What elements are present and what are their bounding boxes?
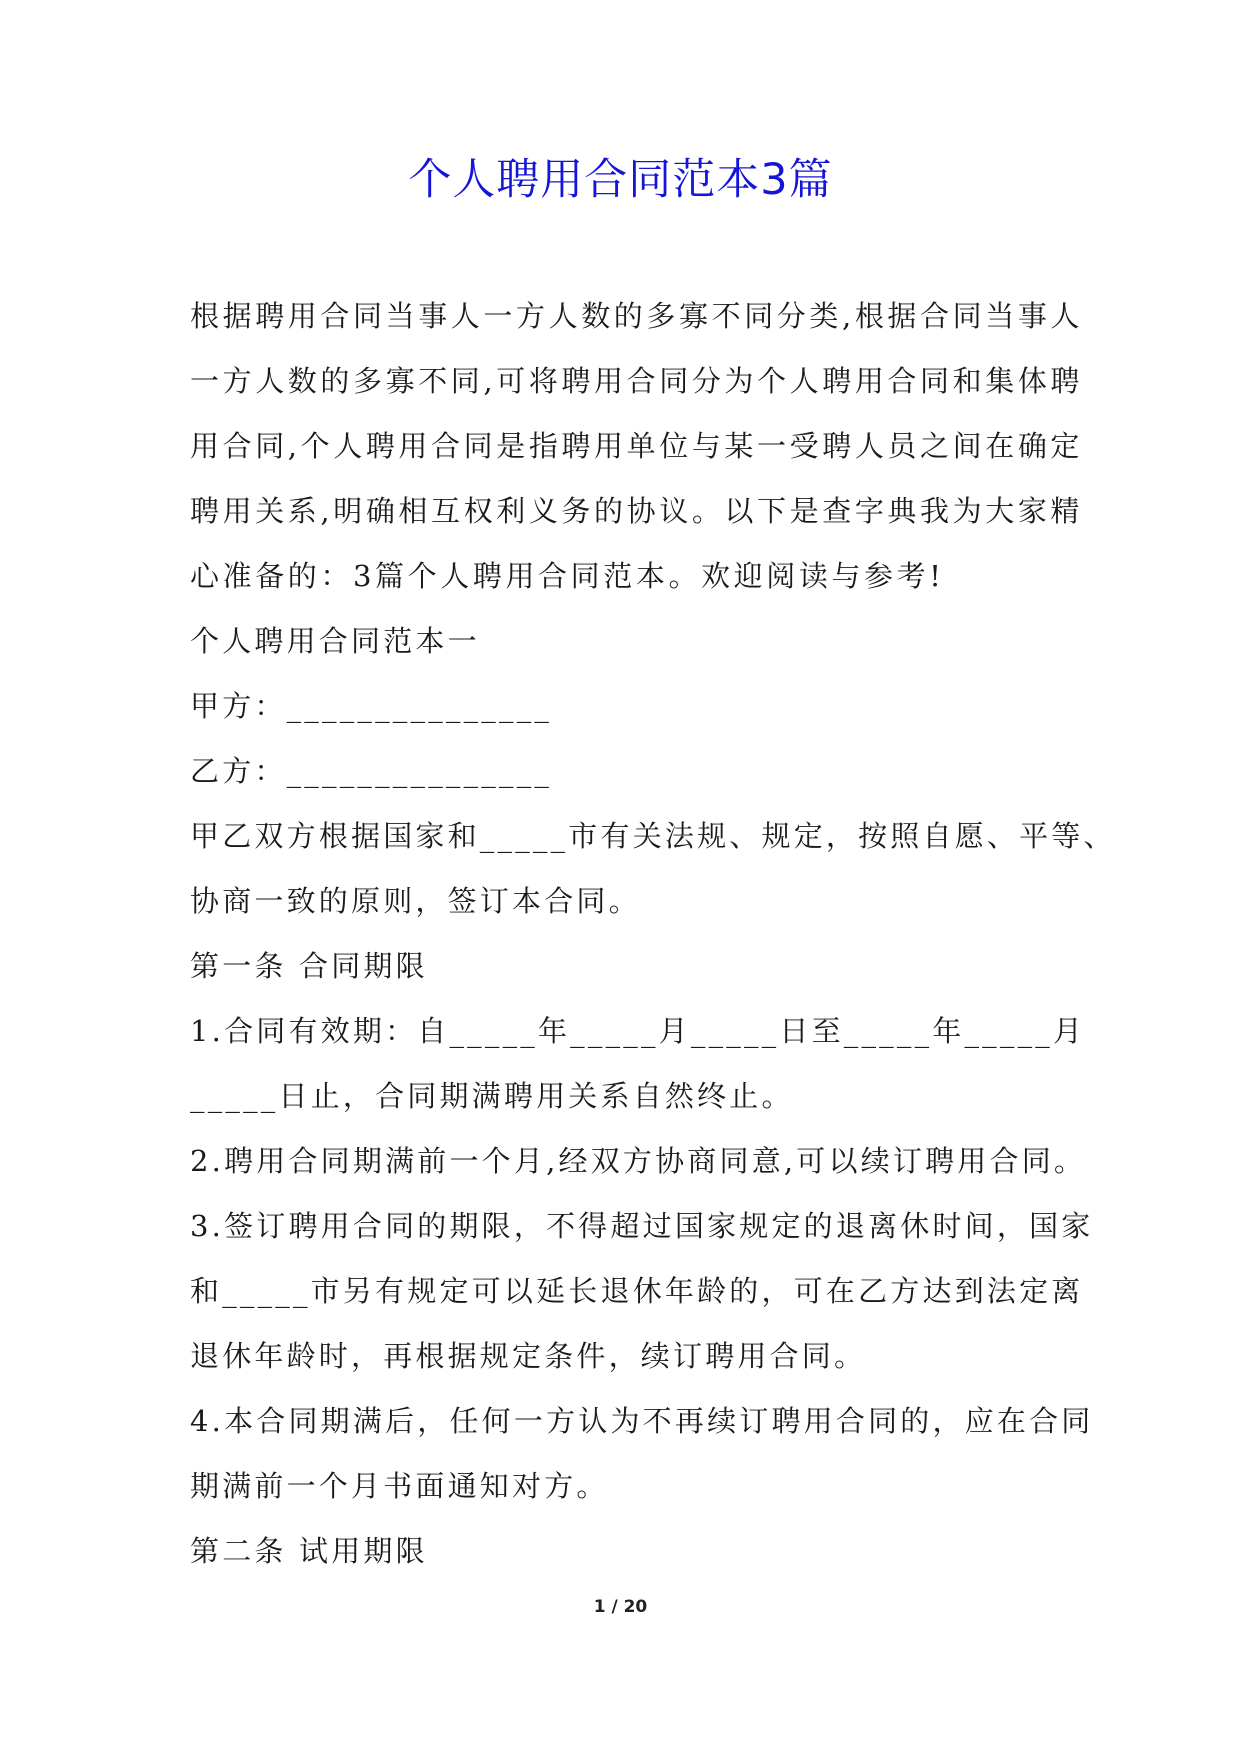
page-number: 1 / 20 <box>593 1597 648 1617</box>
text-line: 1.合同有效期：自_____年_____月_____日至_____年_____月 <box>190 1014 1086 1048</box>
text-line: 用合同,个人聘用合同是指聘用单位与某一受聘人员之间在确定 <box>190 429 1084 463</box>
text-line: 退休年龄时，再根据规定条件，续订聘用合同。 <box>190 1339 867 1373</box>
article-heading: 第二条 试用期限 <box>190 1534 428 1568</box>
text-line: 心准备的：3篇个人聘用合同范本。欢迎阅读与参考! <box>190 559 945 593</box>
party-b-line: 乙方：_______________ <box>190 754 553 788</box>
document-body <box>190 284 1116 1584</box>
text-line: 根据聘用合同当事人一方人数的多寡不同分类,根据合同当事人 <box>190 299 1084 333</box>
text-line: 3.签订聘用合同的期限，不得超过国家规定的退离休时间，国家 <box>190 1209 1094 1243</box>
text-line: 一方人数的多寡不同,可将聘用合同分为个人聘用合同和集体聘 <box>190 364 1084 398</box>
text-line: 协商一致的原则，签订本合同。 <box>190 884 641 918</box>
text-line: 2.聘用合同期满前一个月,经双方协商同意,可以续订聘用合同。 <box>190 1144 1087 1178</box>
intro-paragraph <box>190 284 1084 609</box>
text-line: 聘用关系,明确相互权利义务的协议。以下是查字典我为大家精 <box>190 494 1084 528</box>
text-line: 期满前一个月书面通知对方。 <box>190 1469 609 1503</box>
section-heading: 个人聘用合同范本一 <box>190 624 480 658</box>
text-line: 4.本合同期满后，任何一方认为不再续订聘用合同的，应在合同 <box>190 1404 1094 1438</box>
party-a-line: 甲方：_______________ <box>190 689 553 723</box>
text-line: 甲乙双方根据国家和_____市有关法规、规定，按照自愿、平等、 <box>190 819 1116 853</box>
text-line: 和_____市另有规定可以延长退休年龄的，可在乙方达到法定离 <box>190 1274 1084 1308</box>
text-line: _____日止，合同期满聘用关系自然终止。 <box>190 1079 794 1113</box>
article-heading: 第一条 合同期限 <box>190 949 428 983</box>
document-title: 个人聘用合同范本3篇 <box>408 155 833 205</box>
